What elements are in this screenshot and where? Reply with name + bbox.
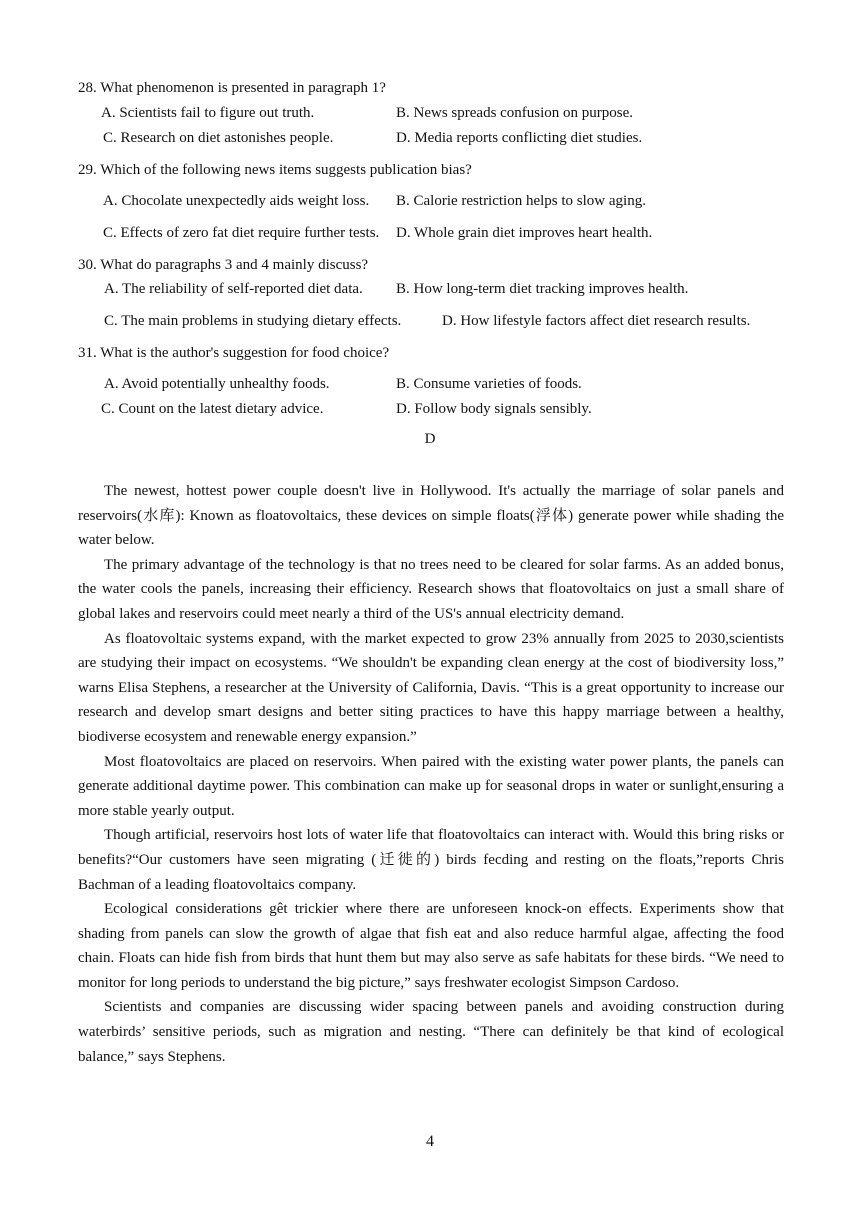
question-29-option-d: D. Whole grain diet improves heart health. — [396, 225, 653, 241]
question-29-stem: 29. Which of the following news items suggests publication bias? — [78, 162, 472, 178]
question-29-option-b: B. Calorie restriction helps to slow aging. — [396, 193, 646, 209]
section-label: D — [424, 431, 436, 447]
question-29-option-a: A. Chocolate unexpectedly aids weight loss. — [103, 193, 370, 209]
passage-paragraph: Ecological considerations gêt trickier where there are unforeseen knock-on effects. Experiments show that shading from panels can slow the growth of algae that fish eat and also reduce harmful algae, affecting the food chain. Floats can hide fish from birds that hunt them but may also serve as safe habitats for these birds. “We need to monitor for long periods to understand the big picture,” says freshwater ecologist Simpson Cardoso. — [78, 901, 784, 991]
passage-paragraph: Most floatovoltaics are placed on reservoirs. When paired with the existing water power plants, the panels can generate additional daytime power. This combination can make up for seasonal drops in water or sunlight,ensuring a more stable yearly output. — [78, 753, 784, 819]
question-31-option-a: A. Avoid potentially unhealthy foods. — [104, 376, 330, 392]
passage-paragraph: Scientists and companies are discussing wider spacing between panels and avoiding construction during waterbirds’ sensitive periods, such as migration and nesting. “There can definitely be that kind of ecological balance,” says Stephens. — [78, 999, 784, 1065]
question-28-option-d: D. Media reports conflicting diet studies. — [396, 130, 643, 146]
question-31-option-c: C. Count on the latest dietary advice. — [101, 401, 324, 417]
question-28-option-a: A. Scientists fail to figure out truth. — [101, 105, 315, 121]
question-30-option-d: D. How lifestyle factors affect diet research results. — [442, 313, 751, 329]
reading-passage — [78, 479, 784, 1069]
question-31-stem: 31. What is the author's suggestion for food choice? — [78, 345, 390, 361]
question-28-stem: 28. What phenomenon is presented in paragraph 1? — [78, 80, 386, 96]
passage-paragraph: The primary advantage of the technology is that no trees need to be cleared for solar farms. As an added bonus, the water cools the panels, increasing their efficiency. Research shows that floatovoltaics on just a small share of global lakes and reservoirs could meet nearly a third of the US's annual electricity demand. — [78, 556, 784, 622]
page-number: 4 — [426, 1133, 434, 1150]
question-30-option-b: B. How long-term diet tracking improves health. — [396, 281, 689, 297]
question-30-stem: 30. What do paragraphs 3 and 4 mainly discuss? — [78, 257, 369, 273]
question-30-option-a: A. The reliability of self-reported diet data. — [104, 281, 363, 297]
question-31-option-d: D. Follow body signals sensibly. — [396, 401, 592, 417]
question-28-option-c: C. Research on diet astonishes people. — [103, 130, 334, 146]
passage-paragraph: Though artificial, reservoirs host lots of water life that floatovoltaics can interact with. Would this bring risks or benefits?“Our customers have seen migrating (迁徙的) birds fecding and resting on the floats,”reports Chris Bachman of a leading floatovoltaics company. — [78, 827, 784, 893]
question-31-option-b: B. Consume varieties of foods. — [396, 376, 582, 392]
question-30-option-c: C. The main problems in studying dietary effects. — [104, 313, 402, 329]
question-28-option-b: B. News spreads confusion on purpose. — [396, 105, 634, 121]
question-29-option-c: C. Effects of zero fat diet require further tests. — [103, 225, 380, 241]
passage-paragraph: The newest, hottest power couple doesn't live in Hollywood. It's actually the marriage of solar panels and reservoirs(水库): Known as floatovoltaics, these devices on simple floats(浮体) generate power while shading the water below. — [78, 483, 784, 549]
passage-paragraph: As floatovoltaic systems expand, with the market expected to grow 23% annually from 2025 to 2030,scientists are studying their impact on ecosystems. “We shouldn't be expanding clean energy at the cost of biodiversity loss,” warns Elisa Stephens, a researcher at the University of California, Davis. “This is a great opportunity to increase our research and develop smart designs and better siting practices to have this happy marriage between a healthy, biodiverse ecosystem and renewable energy expansion.” — [78, 630, 784, 745]
